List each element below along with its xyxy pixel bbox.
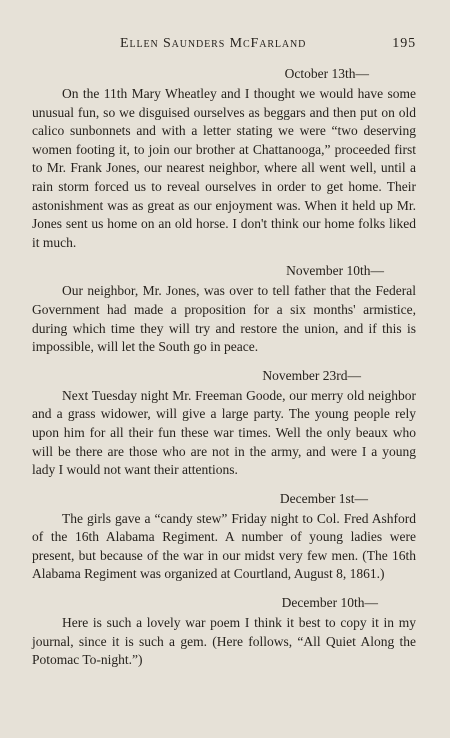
entry-paragraph: Here is such a lovely war poem I think it best to copy it in my journal, since it is such a gem. (Here follows, “All Quiet Along the Potomac To-night.”) (32, 615, 416, 668)
entry-date-october-13: October 13th— (284, 66, 369, 81)
entry-paragraph: On the 11th Mary Wheatley and I thought we would have some unusual fun, so we disguised ourselves as beggars and then put on old calico sunbonnets and with a letter stating we were “two deserving women footing it, to join our brother at Chattanooga,” proceeded first to Mr. Frank Jones, our nearest neighbor, where all went well, until a rain storm forced us to reveal ourselves in order to get home. Their astonishment was as great as our enjoyment was. When it held up Mr. Jones sent us home on an old horse. I don't think our home folks liked it much. (32, 86, 416, 250)
page-header (32, 36, 416, 58)
entry-paragraph: Our neighbor, Mr. Jones, was over to tell father that the Federal Government had made a proposition for a six months' armistice, during which time they will try and restore the union, and if this is impossible, will let the South go in peace. (32, 283, 416, 355)
entry-paragraph: Next Tuesday night Mr. Freeman Goode, our merry old neighbor and a grass widower, will give a large party. The young people rely upon him for all their fun these war times. Well the only beaux who will be there are those who are not in the army, and were I a young lady I would not want their attentions. (32, 387, 416, 478)
entry-date-december-10: December 10th— (281, 595, 378, 611)
running-head: Ellen Saunders McFarland (120, 36, 307, 51)
entry-date-december-1: December 1st— (279, 490, 368, 506)
entry-date-november-23: November 23rd— (262, 367, 361, 383)
entry-paragraph: The girls gave a “candy stew” Friday night to Col. Fred Ashford of the 16th Alabama Regiment. A number of young ladies were present, but because of the war in our midst very few men. (The 16th Alabama Regiment was organized at Courtland, August 8, 1861.) (32, 510, 416, 582)
page-number: 195 (392, 36, 416, 51)
entry-date-november-10: November 10th— (286, 263, 384, 279)
